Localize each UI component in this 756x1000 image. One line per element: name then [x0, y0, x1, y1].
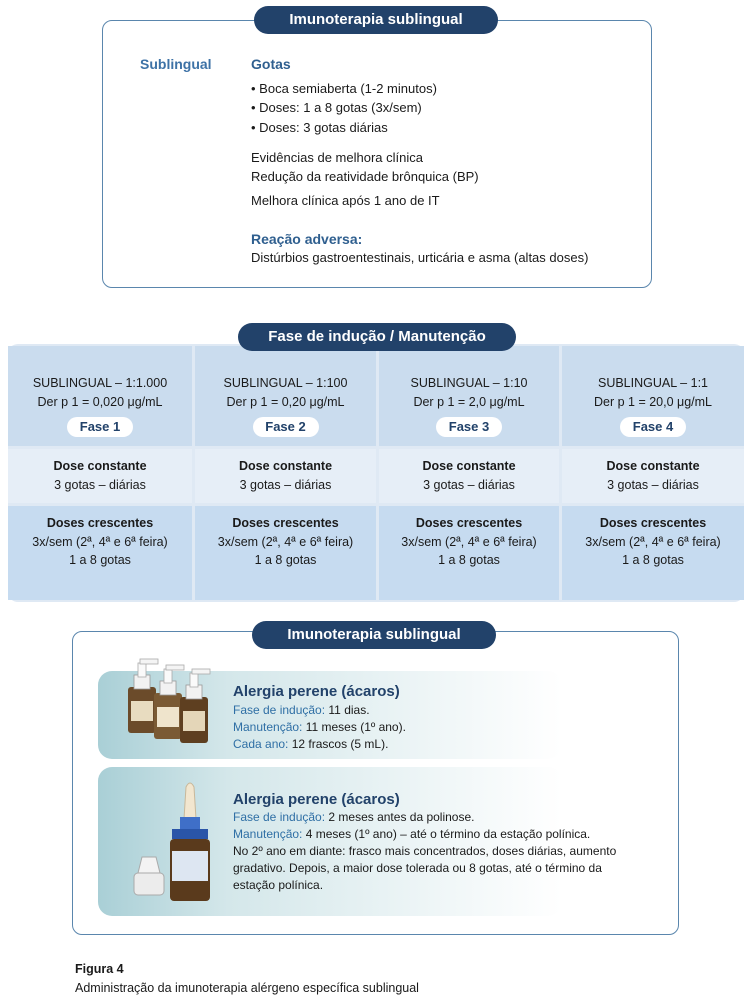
phase-table [8, 344, 744, 602]
evidence-line: Redução da reatividade brônquica (BP) [251, 169, 479, 184]
yearly-line [233, 737, 633, 751]
constant-dose-title: Dose constante [422, 459, 516, 473]
constant-dose-cell [562, 449, 744, 503]
route-label: Sublingual [140, 56, 212, 72]
column-header [8, 346, 192, 446]
maintenance-value: 4 meses (1º ano) – até o término da estação polínica. [302, 827, 591, 841]
increasing-dose-title: Doses crescentes [232, 516, 339, 530]
constant-dose-title: Dose constante [606, 459, 700, 473]
section2-title: Fase de indução / Manutenção [238, 323, 516, 351]
increasing-dose-title: Doses crescentes [599, 516, 707, 530]
induction-line [233, 703, 633, 717]
increasing-dose-amount: 1 a 8 gotas [622, 553, 684, 567]
section1-title: Imunoterapia sublingual [254, 6, 498, 34]
increasing-dose-frequency: 3x/sem (2ª, 4ª e 6ª feira) [401, 535, 537, 549]
constant-dose-cell [8, 449, 192, 503]
card-title: Alergia perene (ácaros) [233, 683, 400, 700]
maintenance-label: Manutenção: [233, 720, 303, 734]
note-line: estação polínica. [233, 878, 324, 892]
bullet-item: • Doses: 1 a 8 gotas (3x/sem) [251, 100, 422, 115]
induction-label: Fase de indução: [233, 810, 326, 824]
figure-caption-title: Figura 4 [75, 962, 124, 976]
constant-dose-text: 3 gotas – diárias [423, 478, 515, 492]
maintenance-line [233, 827, 633, 841]
note-line: gradativo. Depois, a maior dose tolerada ou 8 gotas, até o término da [233, 861, 602, 875]
increasing-dose-frequency: 3x/sem (2ª, 4ª e 6ª feira) [585, 535, 721, 549]
column-header [562, 346, 744, 446]
vial-bottles-image [116, 657, 236, 745]
induction-line [233, 810, 633, 824]
increasing-dose-title: Doses crescentes [46, 516, 154, 530]
increasing-dose-cell [379, 506, 559, 600]
yearly-label: Cada ano: [233, 737, 289, 751]
dilution-label: SUBLINGUAL – 1:1.000 [32, 376, 168, 390]
evidence-line: Evidências de melhora clínica [251, 150, 423, 165]
der-concentration: Der p 1 = 0,020 μg/mL [37, 395, 163, 409]
note-line: No 2º ano em diante: frasco mais concentrados, doses diárias, aumento [233, 844, 617, 858]
dilution-label: SUBLINGUAL – 1:10 [410, 376, 528, 390]
increasing-dose-frequency: 3x/sem (2ª, 4ª e 6ª feira) [32, 535, 168, 549]
card-title: Alergia perene (ácaros) [233, 791, 400, 808]
increasing-dose-cell [195, 506, 376, 600]
evidence-line: Melhora clínica após 1 ano de IT [251, 193, 440, 208]
increasing-dose-cell [562, 506, 744, 600]
constant-dose-cell [195, 449, 376, 503]
phase-badge: Fase 3 [436, 417, 502, 437]
phase-badge: Fase 4 [620, 417, 686, 437]
increasing-dose-title: Doses crescentes [415, 516, 523, 530]
constant-dose-text: 3 gotas – diárias [607, 478, 699, 492]
induction-value: 11 dias. [325, 703, 370, 717]
phase-column-4 [562, 346, 744, 600]
maintenance-label: Manutenção: [233, 827, 303, 841]
product-card-2 [98, 767, 617, 916]
dilution-label: SUBLINGUAL – 1:100 [223, 376, 348, 390]
bullet-item: • Boca semiaberta (1-2 minutos) [251, 81, 437, 96]
section3-title: Imunoterapia sublingual [252, 621, 496, 649]
column-header [379, 346, 559, 446]
constant-dose-cell [379, 449, 559, 503]
yearly-value: 12 frascos (5 mL). [288, 737, 389, 751]
der-concentration: Der p 1 = 2,0 μg/mL [413, 395, 525, 409]
constant-dose-title: Dose constante [238, 459, 333, 473]
increasing-dose-amount: 1 a 8 gotas [254, 553, 317, 567]
phase-badge: Fase 2 [253, 417, 319, 437]
drops-heading: Gotas [251, 56, 291, 72]
increasing-dose-amount: 1 a 8 gotas [438, 553, 500, 567]
phase-column-1 [8, 346, 192, 600]
dropper-bottle-image [122, 767, 242, 916]
maintenance-value: 11 meses (1º ano). [302, 720, 406, 734]
constant-dose-text: 3 gotas – diárias [54, 478, 146, 492]
product-card-1 [98, 671, 562, 759]
column-header [195, 346, 376, 446]
adverse-reaction-title: Reação adversa: [251, 231, 363, 247]
induction-label: Fase de indução: [233, 703, 326, 717]
der-concentration: Der p 1 = 20,0 μg/mL [593, 395, 713, 409]
phase-column-3 [379, 346, 559, 600]
der-concentration: Der p 1 = 0,20 μg/mL [226, 395, 345, 409]
phase-column-2 [195, 346, 376, 600]
bullet-item: • Doses: 3 gotas diárias [251, 120, 388, 135]
increasing-dose-frequency: 3x/sem (2ª, 4ª e 6ª feira) [217, 535, 354, 549]
maintenance-line [233, 720, 633, 734]
constant-dose-text: 3 gotas – diárias [239, 478, 332, 492]
increasing-dose-amount: 1 a 8 gotas [69, 553, 131, 567]
induction-value: 2 meses antes da polinose. [325, 810, 475, 824]
increasing-dose-cell [8, 506, 192, 600]
figure-caption-text: Administração da imunoterapia alérgeno específica sublingual [75, 981, 419, 995]
phase-badge: Fase 1 [67, 417, 133, 437]
adverse-reaction-text: Distúrbios gastroentestinais, urticária e asma (altas doses) [251, 250, 589, 265]
dilution-label: SUBLINGUAL – 1:1 [597, 376, 708, 390]
constant-dose-title: Dose constante [53, 459, 147, 473]
